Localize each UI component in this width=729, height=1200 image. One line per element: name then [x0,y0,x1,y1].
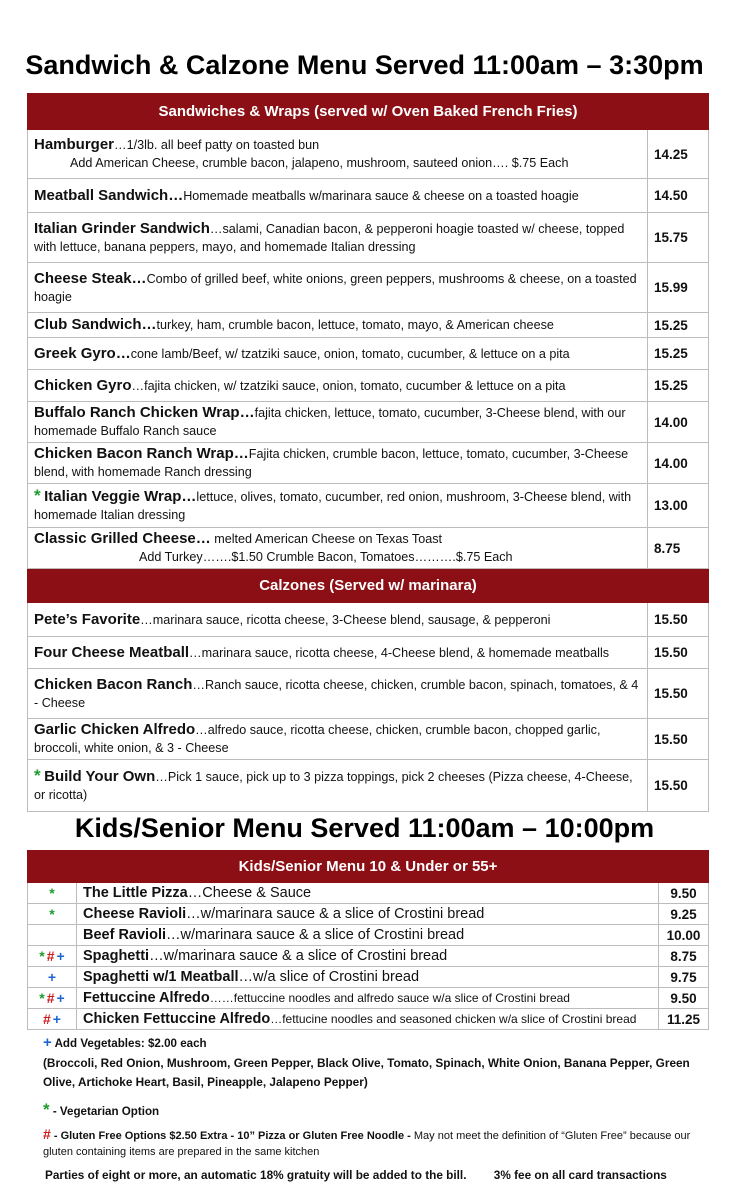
gluten-free-mark: # [43,1011,51,1027]
menu-item-row [28,402,709,443]
kids-item-details: …w/marinara sauce & a slice of Crostini bread [186,906,485,922]
kids-item-price: 9.75 [659,967,709,988]
menu-item-row [28,130,709,179]
menu-item-name: Club Sandwich… [34,316,157,333]
menu-item-description [28,338,648,370]
menu-item-description [28,669,648,719]
menu-item-description [28,130,648,179]
menu-item-description [28,719,648,760]
kids-item-price: 8.75 [659,946,709,967]
menu-item-details: …marinara sauce, ricotta cheese, 3-Cheese blend, sausage, & pepperoni [140,612,551,627]
menu-item-details: cone lamb/Beef, w/ tzatziki sauce, onion, tomato, cucumber, & lettuce on a pita [130,346,570,361]
gluten-free-label: - Gluten Free Options $2.50 Extra - 10” Pizza or Gluten Free Noodle - [50,1130,414,1142]
menu-item-details: melted American Cheese on Texas Toast [210,532,442,546]
menu-item-name: Buffalo Ranch Chicken Wrap… [34,404,255,421]
menu-item-price: 15.50 [648,637,709,669]
menu-item-details: Combo of grilled beef, white onions, green peppers, mushrooms & cheese, on a toasted hoagie [34,271,637,304]
kids-item-name: Fettuccine Alfredo [83,990,210,1006]
kids-item-description [77,1009,659,1030]
kids-item-description [77,883,659,904]
vegetarian-mark: * [34,486,41,505]
kids-item-marks [28,925,77,946]
menu-item-price: 14.25 [648,130,709,179]
add-vegetables-mark: + [52,1011,61,1027]
menu-item-details: …Pick 1 sauce, pick up to 3 pizza toppings, pick 2 cheeses (Pizza cheese, 4-Cheese, or ricotta) [34,770,633,802]
kids-item-name: Chicken Fettuccine Alfredo [83,1011,271,1027]
gluten-free-mark: # [46,948,55,964]
menu-item-details: turkey, ham, crumble bacon, lettuce, tomato, mayo, & American cheese [156,318,554,332]
kids-item-description [77,904,659,925]
menu-item-price: 15.50 [648,719,709,760]
kids-menu-row [28,883,709,904]
kids-senior-table [27,850,709,1030]
menu-item-row [28,263,709,313]
kids-menu-row [28,1009,709,1030]
kids-item-name: Spaghetti w/1 Meatball [83,969,239,985]
menu-item-details: fajita chicken, lettuce, tomato, cucumber, 3-Cheese blend, with our homemade Buffalo Ranch sauce [34,406,626,438]
section-header [28,851,709,883]
menu-item-details: …fajita chicken, w/ tzatziki sauce, onion, tomato, cucumber & lettuce on a pita [131,378,566,393]
menu-item-addons: Add Turkey…….$1.50 Crumble Bacon, Tomatoes……….$.75 Each [139,550,513,564]
menu-item-row [28,213,709,263]
kids-menu-row [28,946,709,967]
menu-item-details: …marinara sauce, ricotta cheese, 4-Cheese blend, & homemade meatballs [189,645,610,660]
vegetarian-mark: * [49,906,55,922]
section-header-label: Sandwiches & Wraps (served w/ Oven Baked French Fries) [28,94,709,130]
menu-item-description [28,179,648,213]
menu-item-row [28,484,709,528]
kids-item-details: …Cheese & Sauce [187,885,312,901]
add-vegetables-mark: + [56,948,65,964]
kids-item-name: Beef Ravioli [83,927,166,943]
gluten-free-disclaimer: May not meet the definition of “Gluten Free” because our gluten containing items are prepared in the same kitchen [43,1130,691,1158]
kids-item-marks [28,883,77,904]
gluten-free-symbol: # [43,1126,51,1142]
menu-item-description [28,484,648,528]
menu-item-row [28,370,709,402]
vegetarian-mark: * [39,990,45,1006]
kids-item-price: 9.50 [659,883,709,904]
menu-item-row [28,338,709,370]
add-vegetables-mark: + [56,990,65,1006]
kids-item-name: Cheese Ravioli [83,906,187,922]
menu-item-details: …1/3lb. all beef patty on toasted bun [114,138,320,152]
kids-menu-row [28,904,709,925]
kids-item-price: 11.25 [659,1009,709,1030]
menu-item-name: Greek Gyro… [34,344,131,362]
menu-item-name: Hamburger [34,136,115,153]
menu-item-description [28,443,648,484]
vegetarian-mark: * [34,766,41,785]
menu-item-description [28,402,648,443]
add-vegetables-mark: + [47,969,57,985]
menu-item-description [28,263,648,313]
menu-item-name: Chicken Bacon Ranch Wrap… [34,445,249,462]
kids-menu-row [28,988,709,1009]
menu-item-details: Homemade meatballs w/marinara sauce & cheese on a toasted hoagie [183,188,579,203]
menu-item-row [28,313,709,338]
kids-item-details: …w/marinara sauce & a slice of Crostini bread [149,948,448,964]
kids-menu-title: Kids/Senior Menu Served 11:00am – 10:00pm [74,813,655,843]
kids-item-price: 9.25 [659,904,709,925]
menu-item-price: 14.00 [648,402,709,443]
section-header [28,569,709,603]
section-header-label: Kids/Senior Menu 10 & Under or 55+ [28,851,709,883]
menu-item-price: 15.25 [648,338,709,370]
kids-item-name: Spaghetti [83,948,150,964]
menu-item-price: 15.75 [648,213,709,263]
menu-item-row [28,637,709,669]
menu-item-name: Pete’s Favorite [34,610,141,628]
menu-item-details: …salami, Canadian bacon, & pepperoni hoagie toasted w/ cheese, topped with lettuce, banana peppers, mayo, and homemade Italian dressing [34,221,625,254]
menu-item-details: …alfredo sauce, ricotta cheese, chicken, crumble bacon, chopped garlic, broccoli, white onion, & 3 - Cheese [34,723,601,755]
menu-item-name: Build Your Own [44,768,156,785]
menu-item-row [28,719,709,760]
kids-item-description [77,946,659,967]
menu-item-price: 14.00 [648,443,709,484]
add-vegetables-text: Add Vegetables: $2.00 each [54,1037,207,1050]
menu-item-price: 15.50 [648,669,709,719]
menu-item-name: Chicken Gyro [34,376,132,394]
kids-item-price: 9.50 [659,988,709,1009]
kids-menu-row [28,925,709,946]
menu-item-row [28,760,709,812]
menu-item-row [28,528,709,569]
menu-item-name: Cheese Steak… [34,269,147,287]
menu-item-description [28,213,648,263]
kids-item-marks [28,904,77,925]
section-header-label: Calzones (Served w/ marinara) [28,569,709,603]
menu-item-name: Italian Grinder Sandwich [34,219,210,237]
vegetarian-mark: * [39,948,45,964]
menu-item-description [28,603,648,637]
kids-item-description [77,967,659,988]
menu-item-price: 15.50 [648,760,709,812]
menu-item-details: lettuce, olives, tomato, cucumber, red onion, mushroom, 3-Cheese blend, with homemade Italian dressing [34,490,632,522]
kids-item-description [77,925,659,946]
kids-item-description [77,988,659,1009]
menu-item-name: Italian Veggie Wrap… [44,488,197,505]
plus-symbol: + [43,1034,52,1051]
gluten-free-mark: # [46,990,55,1006]
kids-item-price: 10.00 [659,925,709,946]
menu-item-description [28,313,648,338]
menu-item-description [28,370,648,402]
gluten-free-legend [43,1126,703,1160]
footer-policies [45,1168,705,1182]
menu-item-details: …Ranch sauce, ricotta cheese, chicken, crumble bacon, spinach, tomatoes, & 4 - Cheese [34,677,639,710]
menu-item-name: Four Cheese Meatball [34,643,190,661]
kids-item-details: …fettucine noodles and seasoned chicken w/a slice of Crostini bread [270,1012,637,1026]
kids-item-details: ……fettuccine noodles and alfredo sauce w/a slice of Crostini bread [209,991,570,1005]
kids-item-details: …w/a slice of Crostini bread [238,969,420,985]
menu-item-price: 15.99 [648,263,709,313]
menu-item-row [28,669,709,719]
menu-item-description [28,528,648,569]
menu-item-price: 14.50 [648,179,709,213]
menu-notes [43,1034,703,1163]
menu-item-description [28,637,648,669]
kids-item-marks [28,1009,77,1030]
menu-item-description [28,760,648,812]
add-vegetables-note [43,1034,703,1051]
menu-item-price: 13.00 [648,484,709,528]
vegetable-list: (Broccoli, Red Onion, Mushroom, Green Pepper, Black Olive, Tomato, Spinach, White Onion, Banana Pepper, Green Olive, Artichoke Heart, Basil, Pineapple, Jalapeno Pepper) [43,1056,690,1089]
vegetarian-legend [43,1100,703,1120]
card-fee-note: 3% fee on all card transactions [493,1168,667,1182]
menu-item-row [28,603,709,637]
menu-item-name: Meatball Sandwich… [34,186,184,204]
menu-item-row [28,179,709,213]
menu-item-price: 8.75 [648,528,709,569]
vegetarian-symbol: * [43,1100,50,1119]
kids-item-details: …w/marinara sauce & a slice of Crostini bread [166,927,465,943]
vegetarian-label: - Vegetarian Option [49,1105,160,1118]
kids-item-marks [28,988,77,1009]
sandwich-menu-title: Sandwich & Calzone Menu Served 11:00am – 3:30pm [25,50,704,80]
menu-item-price: 15.25 [648,370,709,402]
gratuity-note: Parties of eight or more, an automatic 18% gratuity will be added to the bill. [45,1168,467,1182]
menu-item-row [28,443,709,484]
kids-item-marks [28,967,77,988]
menu-item-name: Classic Grilled Cheese… [34,530,211,547]
kids-menu-row [28,967,709,988]
sandwich-calzone-table [27,93,709,812]
menu-item-addons: Add American Cheese, crumble bacon, jalapeno, mushroom, sauteed onion…. $.75 Each [70,156,569,170]
vegetarian-mark: * [49,885,55,901]
menu-item-price: 15.50 [648,603,709,637]
menu-item-name: Garlic Chicken Alfredo [34,721,196,738]
kids-item-marks [28,946,77,967]
menu-item-price: 15.25 [648,313,709,338]
menu-item-name: Chicken Bacon Ranch [34,675,193,693]
kids-item-name: The Little Pizza [83,885,188,901]
section-header [28,94,709,130]
menu-item-details: Fajita chicken, crumble bacon, lettuce, tomato, cucumber, 3-Cheese blend, with homemade Ranch dressing [34,447,629,479]
